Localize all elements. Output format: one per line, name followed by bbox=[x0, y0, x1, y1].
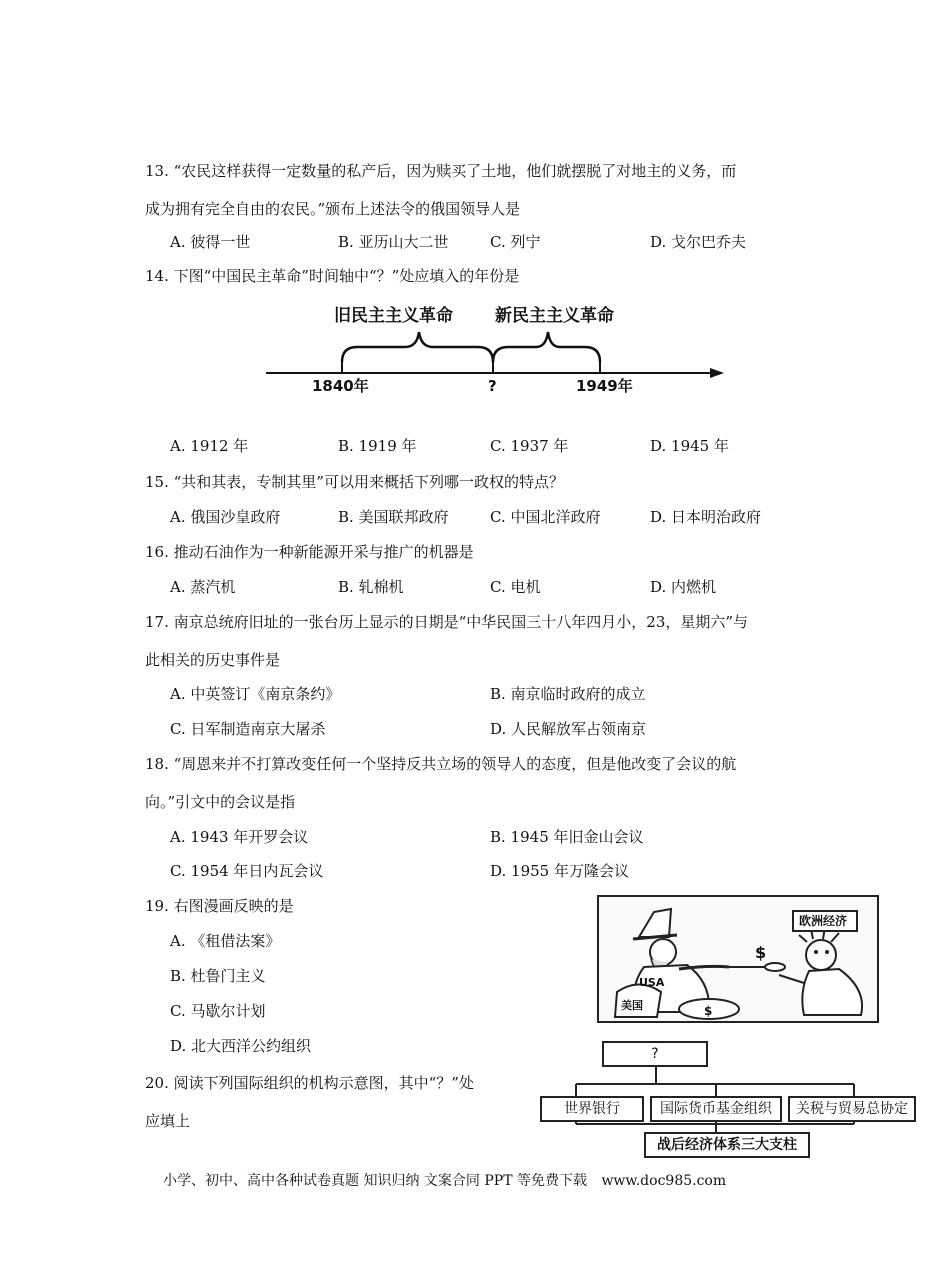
q15-stem: 15. “共和其表，专制其里”可以用来概括下列哪一政权的特点？ bbox=[145, 473, 564, 491]
q13-option-c: C. 列宁 bbox=[490, 233, 541, 251]
q19-stem: 19. 右图漫画反映的是 bbox=[145, 897, 294, 915]
q13-option-b: B. 亚历山大二世 bbox=[338, 233, 449, 251]
q13-line2: 成为拥有完全自由的农民。”颁布上述法令的俄国领导人是 bbox=[145, 200, 521, 218]
footer-text: 小学、初中、高中各种试卷真题 知识归纳 文案合同 PPT 等免费下载 bbox=[163, 1173, 587, 1189]
cartoon-money-bag-dollar: $ bbox=[704, 1004, 713, 1018]
timeline-right-label: 新民主主义革命 bbox=[495, 306, 614, 326]
cartoon-usa-label: USA bbox=[639, 976, 665, 989]
timeline-start-label: 1840年 bbox=[312, 377, 369, 395]
q14-option-d: D. 1945 年 bbox=[650, 437, 729, 455]
cartoon-image bbox=[597, 895, 879, 1023]
org-bottom-box: 战后经济体系三大支柱 bbox=[644, 1132, 810, 1158]
arrow-head-icon bbox=[710, 368, 724, 378]
cartoon-sign-label: 欧洲经济 bbox=[799, 914, 848, 928]
q20-line1: 20. 阅读下列国际组织的机构示意图，其中“？”处 bbox=[145, 1074, 474, 1092]
q19-option-d: D. 北大西洋公约组织 bbox=[170, 1037, 312, 1055]
q14-option-c: C. 1937 年 bbox=[490, 437, 569, 455]
q14-stem: 14. 下图“中国民主革命”时间轴中“？”处应填入的年份是 bbox=[145, 267, 520, 285]
q17-option-b: B. 南京临时政府的成立 bbox=[490, 685, 646, 703]
q17-option-a: A. 中英签订《南京条约》 bbox=[170, 685, 341, 703]
q13-option-a: A. 彼得一世 bbox=[170, 233, 251, 251]
q18-option-a: A. 1943 年开罗会议 bbox=[170, 828, 309, 846]
q18-option-c: C. 1954 年日内瓦会议 bbox=[170, 862, 324, 880]
cartoon-usa-cn-label: 美国 bbox=[621, 999, 643, 1012]
cartoon-dollar-sign: $ bbox=[755, 943, 767, 962]
org-box-imf: 国际货币基金组织 bbox=[650, 1096, 782, 1122]
timeline-diagram bbox=[262, 300, 732, 405]
timeline-left-label: 旧民主主义革命 bbox=[334, 306, 453, 326]
organization-diagram bbox=[538, 1038, 918, 1160]
org-box-world-bank: 世界银行 bbox=[540, 1096, 644, 1122]
q15-option-a: A. 俄国沙皇政府 bbox=[170, 508, 281, 526]
q18-line1: 18. “周恩来并不打算改变任何一个坚持反共立场的领导人的态度，但是他改变了会议的航 bbox=[145, 755, 737, 773]
q18-option-b: B. 1945 年旧金山会议 bbox=[490, 828, 644, 846]
org-box-gatt: 关税与贸易总协定 bbox=[788, 1096, 916, 1122]
q18-option-d: D. 1955 年万隆会议 bbox=[490, 862, 629, 880]
left-brace bbox=[342, 332, 493, 362]
q19-option-a: A. 《租借法案》 bbox=[170, 932, 281, 950]
q17-line2: 此相关的历史事件是 bbox=[145, 651, 281, 669]
q16-option-a: A. 蒸汽机 bbox=[170, 578, 236, 596]
timeline-middle-label: ? bbox=[488, 377, 497, 395]
q17-option-d: D. 人民解放军占领南京 bbox=[490, 720, 647, 738]
timeline-end-label: 1949年 bbox=[576, 377, 633, 395]
q15-option-d: D. 日本明治政府 bbox=[650, 508, 762, 526]
q14-option-b: B. 1919 年 bbox=[338, 437, 417, 455]
q19-option-b: B. 杜鲁门主义 bbox=[170, 967, 266, 985]
q16-option-d: D. 内燃机 bbox=[650, 578, 717, 596]
q17-option-c: C. 日军制造南京大屠杀 bbox=[170, 720, 326, 738]
q16-option-c: C. 电机 bbox=[490, 578, 541, 596]
q17-line1: 17. 南京总统府旧址的一张台历上显示的日期是“中华民国三十八年四月小，23，星期六”与 bbox=[145, 613, 749, 631]
q16-option-b: B. 轧棉机 bbox=[338, 578, 404, 596]
footer bbox=[163, 1170, 736, 1190]
q16-stem: 16. 推动石油作为一种新能源开采与推广的机器是 bbox=[145, 543, 474, 561]
q14-option-a: A. 1912 年 bbox=[170, 437, 249, 455]
footer-url[interactable]: www.doc985.com bbox=[601, 1173, 727, 1189]
q19-option-c: C. 马歇尔计划 bbox=[170, 1002, 266, 1020]
q15-option-b: B. 美国联邦政府 bbox=[338, 508, 449, 526]
q20-line2: 应填上 bbox=[145, 1112, 191, 1130]
right-brace bbox=[493, 332, 600, 362]
q15-option-c: C. 中国北洋政府 bbox=[490, 508, 601, 526]
q13-option-d: D. 戈尔巴乔夫 bbox=[650, 233, 747, 251]
q13-line1: 13. “农民这样获得一定数量的私产后，因为赎买了土地，他们就摆脱了对地主的义务，而 bbox=[145, 162, 737, 180]
org-top-box: ? bbox=[602, 1041, 708, 1067]
q18-line2: 向。”引文中的会议是指 bbox=[145, 793, 296, 811]
